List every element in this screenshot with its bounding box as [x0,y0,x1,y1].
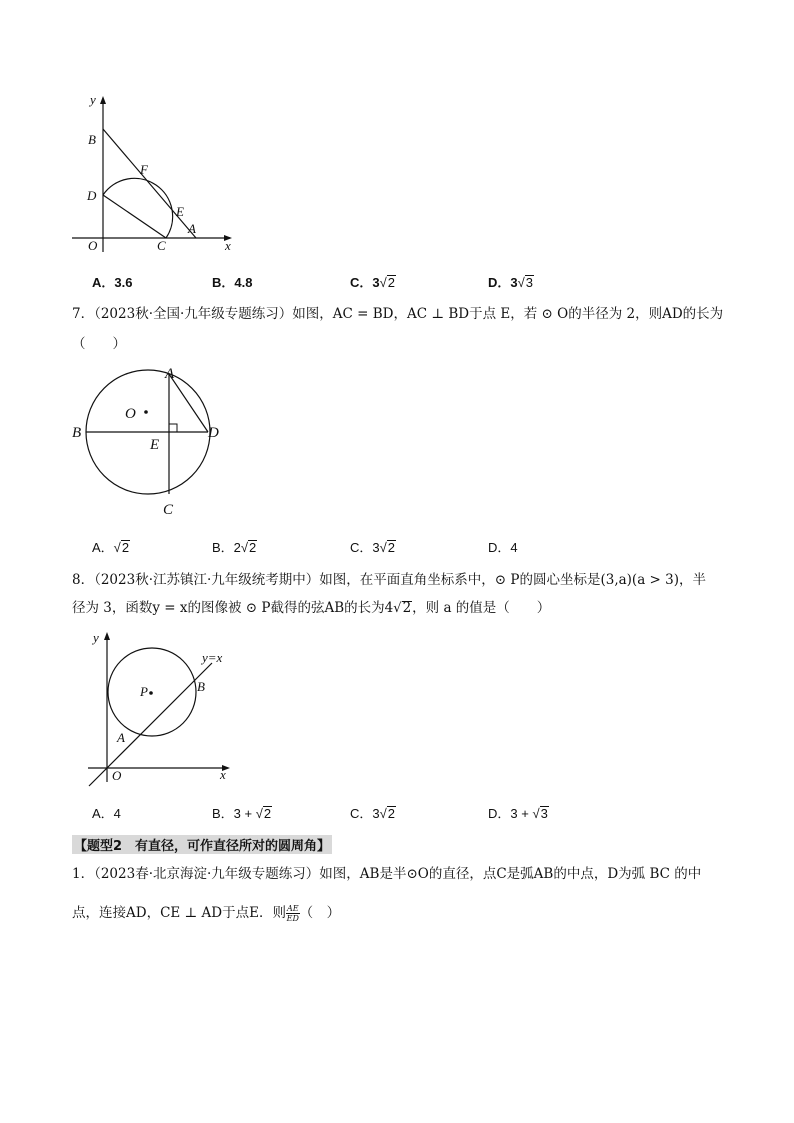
label-p: P [140,684,148,699]
center-p [149,691,153,695]
q1-stem-line2: 点，连接AD，CE ⊥ AD于点E．则 $\frac{AE}{ED}$ （ ） [72,904,341,923]
q8-option-a: A．4 [92,806,121,821]
q8-stem-line1: 8．（2023秋·江苏镇江·九年级统考期中）如图，在平面直角坐标系中，⊙ P的圆心坐标是(3,a)(a > 3)，半 [72,572,706,588]
q6-option-a: A．3.6 [92,275,133,290]
q7-stem-line1: 7．（2023秋·全国·九年级专题练习）如图，AC = BD，AC ⊥ BD于点 E，若 ⊙ O的半径为 2，则AD的长为 [72,306,724,322]
label-b: B [88,132,96,147]
q8-stem-line2: 径为 3，函数y = x的图像被 ⊙ P截得的弦AB的长为4√2，则 a 的值是（ ） [72,600,551,616]
label-c: C [157,238,166,253]
fraction: $\frac{AE}{ED}$ [286,904,299,923]
section-heading: 【题型2 有直径，可作直径所对的圆周角】 [72,835,332,854]
label-a: A [117,730,125,745]
label-x: x [220,767,226,782]
label-b: B [197,679,205,694]
q8-option-d: D．3 + √3 [488,806,548,821]
label-y: y [90,92,96,107]
label-f: F [140,162,148,177]
label-a: A [188,221,196,236]
q1-stem-line1: 1．（2023春·北京海淀·九年级专题练习）如图，AB是半⊙O的直径，点C是弧AB的中点，D为弧 BC 的中 [72,866,702,882]
q6-option-d: D．3√3 [488,275,533,290]
label-yx: y=x [202,650,223,665]
label-b: B [72,425,82,441]
label-d: D [208,425,219,441]
q6-option-c: C．3√2 [350,275,395,290]
q7-option-c: C．3√2 [350,540,395,555]
label-y: y [93,630,99,645]
label-e: E [176,204,184,219]
label-o: O [112,768,122,783]
label-d: D [87,188,97,203]
q7-option-b: B．2√2 [212,540,257,555]
q8-option-b: B．3 + √2 [212,806,272,821]
label-e: E [150,437,160,453]
label-a: A [165,366,175,382]
label-x: x [225,238,231,253]
q7-stem-line2: （ ） [72,336,126,352]
label-o: O [88,238,98,253]
label-c: C [163,502,174,518]
q7-option-a: A．√2 [92,540,130,555]
label-o: O [125,406,136,422]
q8-option-c: C．3√2 [350,806,395,821]
q7-option-d: D．4 [488,540,518,555]
q6-option-b: B．4.8 [212,275,253,290]
